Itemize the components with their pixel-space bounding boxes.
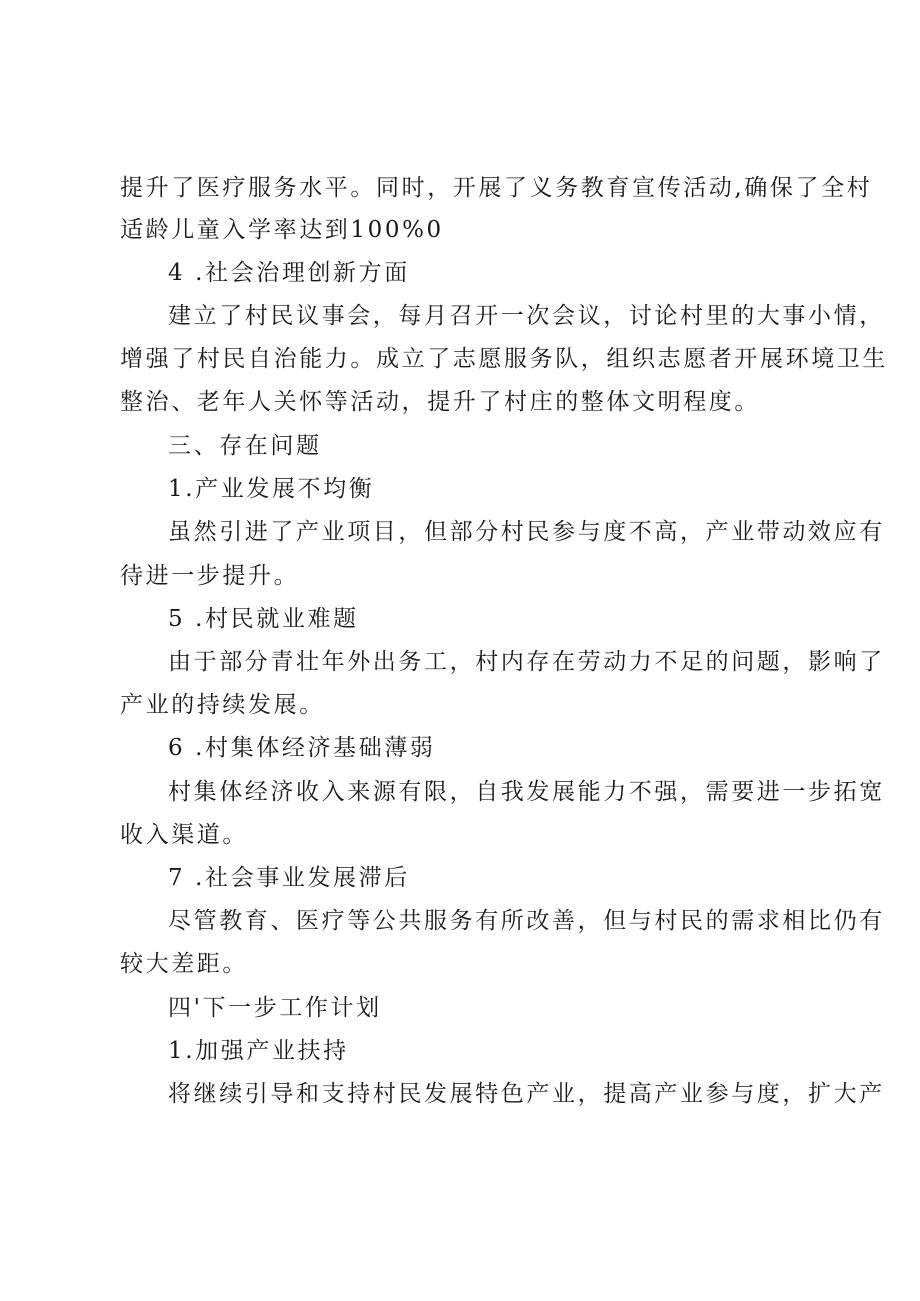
section-heading: 1.产业发展不均衡	[168, 476, 375, 502]
chapter-heading: 三、存在问题	[168, 433, 322, 459]
section-heading: 7 .社会事业发展滞后	[168, 865, 410, 891]
section-heading: 6 .村集体经济基础薄弱	[168, 735, 436, 761]
paragraph-line: 由于部分青壮年外出务工，村内存在劳动力不足的问题，影响了	[168, 649, 885, 675]
paragraph-line: 整治、老年人关怀等活动，提升了村庄的整体文明程度。	[120, 389, 760, 415]
chapter-heading: 四'下一步工作计划	[168, 995, 382, 1021]
section-heading: 4 .社会治理创新方面	[168, 260, 410, 286]
paragraph-line: 适龄儿童入学率达到100%0	[120, 217, 444, 243]
paragraph-line: 增强了村民自治能力。成立了志愿服务队，组织志愿者开展环境卫生	[120, 346, 888, 372]
paragraph-line: 较大差距。	[120, 951, 248, 977]
section-heading: 1.加强产业扶持	[168, 1038, 349, 1064]
paragraph-line: 村集体经济收入来源有限，自我发展能力不强，需要进一步拓宽	[168, 779, 885, 805]
paragraph-line: 收入渠道。	[120, 822, 248, 848]
section-heading: 5 .村民就业难题	[168, 606, 359, 632]
paragraph-line: 虽然引进了产业项目，但部分村民参与度不高，产业带动效应有	[168, 519, 885, 545]
paragraph-line: 尽管教育、医疗等公共服务有所改善，但与村民的需求相比仍有	[168, 908, 885, 934]
paragraph-line: 将继续引导和支持村民发展特色产业，提高产业参与度，扩大产	[168, 1081, 885, 1107]
paragraph-line: 待进一步提升。	[120, 563, 300, 589]
paragraph-line: 产业的持续发展。	[120, 692, 325, 718]
paragraph-line: 建立了村民议事会，每月召开一次会议，讨论村里的大事小情，	[168, 303, 885, 329]
paragraph-line: 提升了医疗服务水平。同时，开展了义务教育宣传活动,确保了全村	[120, 175, 873, 201]
